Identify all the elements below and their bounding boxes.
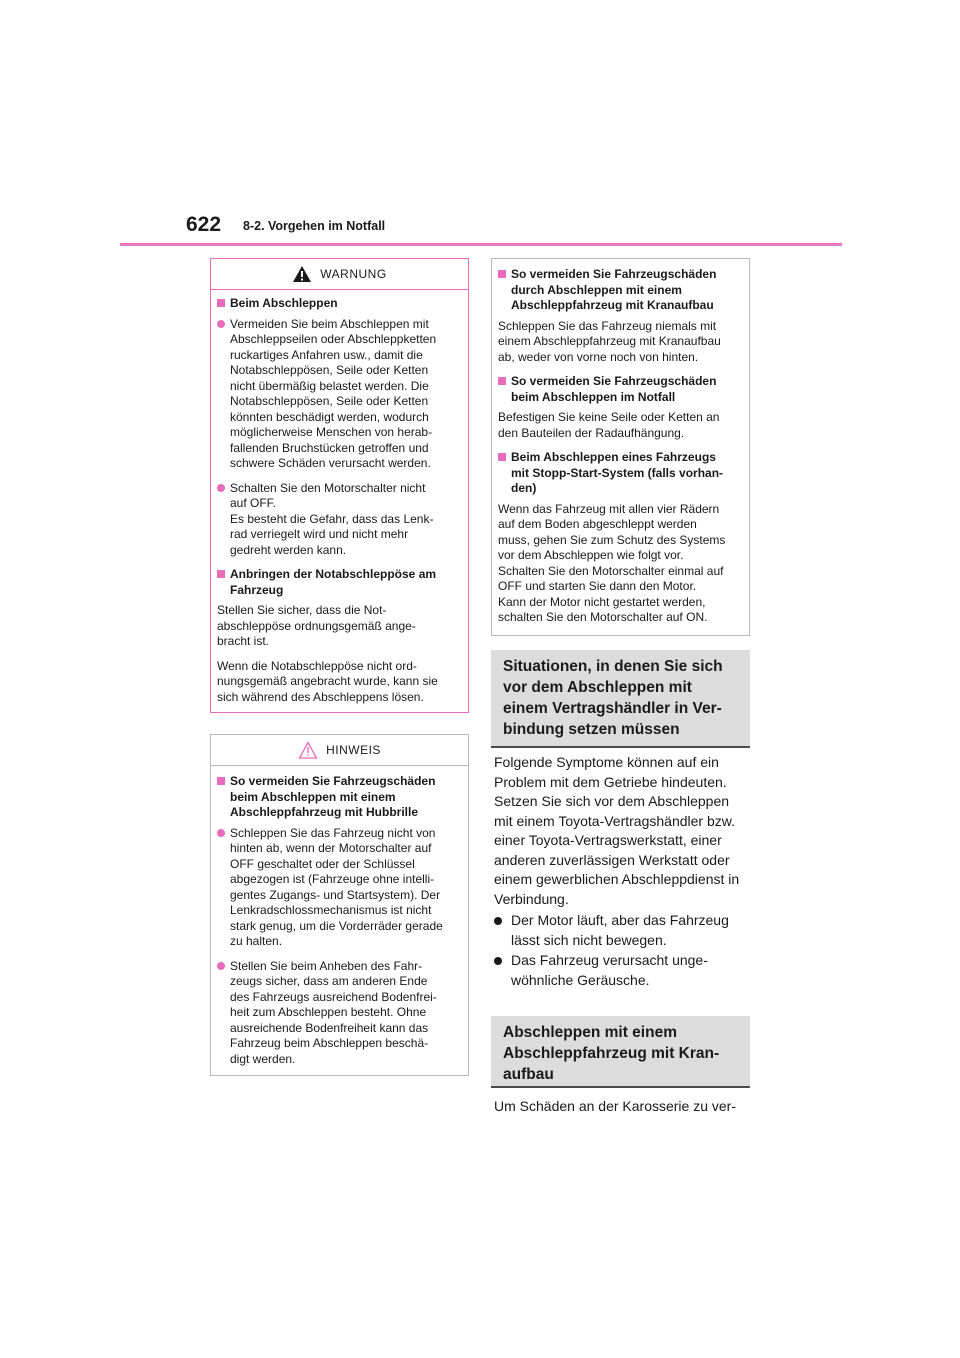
- square-bullet-icon: [217, 777, 225, 785]
- warning-heading-tow-eye: Anbringen der Notabschleppöse am Fahrzeug: [217, 567, 462, 598]
- notice-heading-crane: So vermeiden Sie Fahrzeugschäden durch Abschleppen mit einem Abschleppfahrzeug mit Kranaufbau: [498, 267, 743, 314]
- warning-box: [210, 258, 469, 713]
- round-bullet-icon: [217, 320, 225, 328]
- warning-paragraph-1: Stellen Sie sicher, dass die Not- abschleppöse ordnungsgemäß ange- bracht ist.: [217, 603, 416, 648]
- page-number: 622: [186, 213, 222, 236]
- warning-bullet-2: Schalten Sie den Motorschalter nicht auf OFF. Es besteht die Gefahr, dass das Lenk- rad verriegelt wird und nicht mehr gedreht werden kann.: [217, 481, 462, 559]
- warning-filled-triangle-icon: [292, 265, 312, 283]
- warning-bullet-1: Vermeiden Sie beim Abschleppen mit Abschleppseilen oder Abschleppketten ruckartiges Anfahren usw., damit die Notabschleppösen, Seile oder Ketten nicht übermäßig belastet werden. Die Notabschleppösen, Seile oder Ketten könnten beschädigt werden, wodurch möglicherweise Menschen von herab- fallenden Bruchstücken getroffen und schwere Schäden verursacht werden.: [217, 317, 462, 472]
- notice-bullet-2: Stellen Sie beim Anheben des Fahr- zeugs sicher, dass am anderen Ende des Fahrzeugs ausreichend Bodenfrei- heit zum Abschleppen besteht. Ohne ausreichende Bodenfreiheit kann das Fahrzeug beim Abschleppen beschä- digt werden.: [217, 959, 462, 1068]
- notice-box-title: [211, 735, 468, 766]
- square-bullet-icon: [498, 377, 506, 385]
- notice-crane-text: Schleppen Sie das Fahrzeug niemals mit einem Abschleppfahrzeug mit Kranaufbau ab, weder von vorne noch von hinten.: [498, 318, 721, 364]
- round-bullet-icon: [494, 957, 502, 965]
- round-bullet-icon: [217, 829, 225, 837]
- notice-heading-emergency: So vermeiden Sie Fahrzeugschäden beim Abschleppen im Notfall: [498, 374, 743, 405]
- section-reference: 8-2. Vorgehen im Notfall: [243, 219, 386, 233]
- notice-stop-start-text: Wenn das Fahrzeug mit allen vier Rädern auf dem Boden abgeschleppt werden muss, gehen Sie zum Schutz des Systems vor dem Abschleppen wie folgt vor. Schalten Sie den Motorschalter einmal auf OFF und starten Sie dann den Motor. Kann der Motor nicht gestartet werden, schalten Sie den Motorschalter auf ON.: [498, 501, 726, 624]
- square-bullet-icon: [217, 570, 225, 578]
- warning-paragraph-2: Wenn die Notabschleppöse nicht ord- nungsgemäß angebracht wurde, kann sie sich während des Abschleppens lösen.: [217, 658, 438, 704]
- section-crane-text: Um Schäden an der Karosserie zu ver-: [494, 1098, 736, 1114]
- section-heading-dealer: Situationen, in denen Sie sich vor dem Abschleppen mit einem Vertragshändler in Ver- bindung setzen müssen: [491, 650, 750, 748]
- round-bullet-icon: [217, 962, 225, 970]
- caution-outline-triangle-icon: [298, 741, 318, 759]
- warning-box-title: [211, 259, 468, 290]
- notice-continuation-box: [491, 258, 750, 636]
- section-heading-crane-towing: Abschleppen mit einem Abschleppfahrzeug mit Kran- aufbau: [491, 1016, 750, 1088]
- notice-heading-stop-start: Beim Abschleppen eines Fahrzeugs mit Stopp-Start-System (falls vorhan- den): [498, 450, 743, 497]
- square-bullet-icon: [217, 299, 225, 307]
- round-bullet-icon: [217, 484, 225, 492]
- round-bullet-icon: [494, 917, 502, 925]
- list-item: Das Fahrzeug verursacht unge- wöhnliche Geräusche.: [494, 951, 750, 990]
- header-rule: [120, 243, 842, 246]
- notice-emergency-text: Befestigen Sie keine Seile oder Ketten an den Bauteilen der Radaufhängung.: [498, 410, 720, 440]
- warning-heading-towing: Beim Abschleppen: [217, 296, 462, 312]
- notice-title-text: HINWEIS: [326, 743, 381, 757]
- square-bullet-icon: [498, 453, 506, 461]
- square-bullet-icon: [498, 270, 506, 278]
- notice-box: [210, 734, 469, 1076]
- notice-heading-wheel-lift: So vermeiden Sie Fahrzeugschäden beim Abschleppen mit einem Abschleppfahrzeug mit Hubbrille: [217, 774, 462, 821]
- list-item: Der Motor läuft, aber das Fahrzeug lässt sich nicht bewegen.: [494, 911, 750, 950]
- notice-bullet-1: Schleppen Sie das Fahrzeug nicht von hinten ab, wenn der Motorschalter auf OFF geschaltet oder der Schlüssel abgezogen ist (Fahrzeuge ohne intelli- gentes Zugangs- und Startsystem). Der Lenkradschlossmechanismus ist nicht stark genug, um die Vorderräder gerade zu halten.: [217, 826, 462, 950]
- symptom-list: [494, 911, 750, 991]
- warning-title-text: WARNUNG: [320, 267, 387, 281]
- section-intro-text: Folgende Symptome können auf ein Problem mit dem Getriebe hindeuten. Setzen Sie sich vor dem Abschleppen mit einem Toyota-Vertragshändler bzw. einer Toyota-Vertragswerkstatt, einer anderen zuverlässigen Werkstatt oder einem gewerblichen Abschleppdienst in Verbindung.: [494, 754, 740, 907]
